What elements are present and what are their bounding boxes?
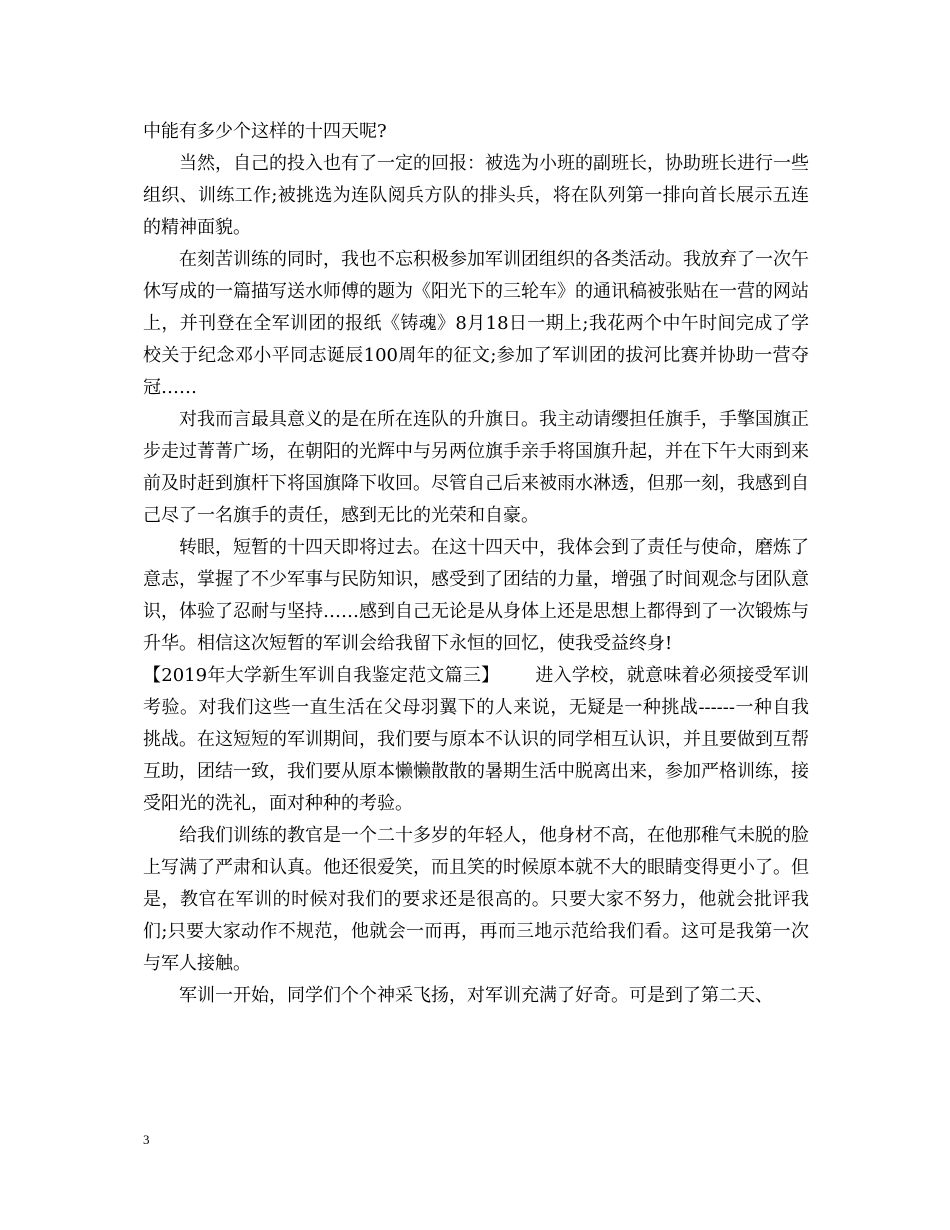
paragraph-summary: 转眼，短暂的十四天即将过去。在这十四天中，我体会到了责任与使命，磨炼了意志，掌握了不少军事与民防知识，感受到了团结的力量，增强了时间观念与团队意识，体验了忍耐与坚持……感到自己无论是从身体上还是思想上都得到了一次锻炼与升华。相信这次短暂的军训会给我留下永恒的回忆，使我受益终身! bbox=[143, 537, 809, 654]
paragraph-training-start: 军训一开始，同学们个个神采飞扬，对军训充满了好奇。可是到了第二天、 bbox=[179, 985, 773, 1006]
section-heading: 【2019年大学新生军训自我鉴定范文篇三】 bbox=[143, 665, 500, 686]
document-body bbox=[143, 116, 809, 1012]
paragraph-continuation: 中能有多少个这样的十四天呢? bbox=[143, 121, 387, 142]
section-three-intro bbox=[143, 660, 809, 820]
paragraph-activities: 在刻苦训练的同时，我也不忘积极参加军训团组织的各类活动。我放弃了一次午休写成的一篇描写送水师傅的题为《阳光下的三轮车》的通讯稿被张贴在一营的网站上，并刊登在全军训团的报纸《铸魂》8月18日一期上;我花两个中午时间完成了学校关于纪念邓小平同志诞辰100周年的征文;参加了军训团的拔河比赛并协助一营夺冠…… bbox=[143, 249, 809, 398]
paragraph-reward: 当然，自己的投入也有了一定的回报：被选为小班的副班长，协助班长进行一些组织、训练工作;被挑选为连队阅兵方队的排头兵，将在队列第一排向首长展示五连的精神面貌。 bbox=[143, 153, 809, 238]
paragraph-flag-day: 对我而言最具意义的是在所在连队的升旗日。我主动请缨担任旗手，手擎国旗正步走过菁菁广场，在朝阳的光辉中与另两位旗手亲手将国旗升起，并在下午大雨到来前及时赶到旗杆下将国旗降下收回。尽管自己后来被雨水淋透，但那一刻，我感到自己尽了一名旗手的责任，感到无比的光荣和自豪。 bbox=[143, 409, 809, 526]
section-first-paragraph: 进入学校，就意味着必须接受军训考验。对我们这些一直生活在父母羽翼下的人来说，无疑是一种挑战------一种自我挑战。在这短短的军训期间，我们要与原本不认识的同学相互认识，并且要做到互帮互助，团结一致，我们要从原本懒懒散散的暑期生活中脱离出来，参加严格训练，接受阳光的洗礼，面对种种的考验。 bbox=[143, 665, 810, 814]
paragraph-instructor: 给我们训练的教官是一个二十多岁的年轻人，他身材不高，在他那稚气未脱的脸上写满了严肃和认真。他还很爱笑，而且笑的时候原本就不大的眼睛变得更小了。但是，教官在军训的时候对我们的要求还是很高的。只要大家不努力，他就会批评我们;只要大家动作不规范，他就会一而再，再而三地示范给我们看。这可是我第一次与军人接触。 bbox=[143, 825, 809, 974]
page-number: 3 bbox=[143, 1132, 150, 1147]
